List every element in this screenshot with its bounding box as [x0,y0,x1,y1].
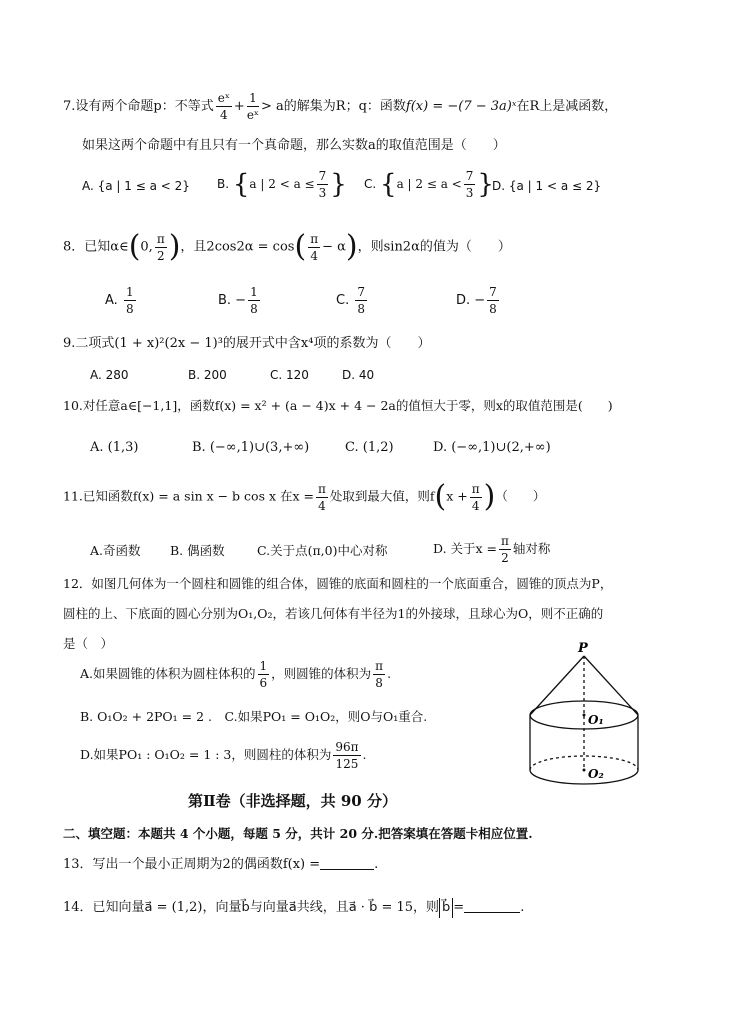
q12-option-a: A.如果圆锥的体积为圆柱体积的 $\frac{1}{6}$ ，则圆锥的体积为 $\frac{\pi}{8}$ . [80,659,392,690]
section2-instructions: 二、填空题：本题共 4 个小题，每题 5 分，共计 20 分.把答案填在答题卡相应位置. [63,826,533,841]
cone-left-edge [530,656,584,715]
q11-stem: 11.已知函数f(x) = a sin x − b cos x 在x = $\frac{\pi}{4}$ 处取到最大值，则f(x + $\frac{\pi}{4}$ )（ ） [63,479,546,514]
q7-option-b: B. {a | 2 < a ≤ $\frac{7}{3}$ } [217,169,347,200]
q8-option-b: B. − $\frac{1}{8}$ [218,285,258,316]
q8-option-d: D. − $\frac{7}{8}$ [456,285,497,316]
section2-title: 第Ⅱ卷（非选择题，共 90 分） [188,792,397,810]
q7-option-a: A. {a | 1 ≤ a < 2} [82,179,190,193]
q8-option-c: C. $\frac{7}{8}$ [336,285,365,316]
q7-func: f(x) = −(7 − 3a)ˣ [405,99,517,114]
q14-abs-b: b⃗ [439,898,453,918]
q7-frac2: $\frac{1}{\text{eˣ}}$ [246,91,260,122]
label-o2: O₂ [588,767,604,781]
q10-option-c: C. (1,2) [345,440,394,455]
q7-frac1: $\frac{\text{eˣ}}{4}$ [217,91,230,122]
q13-answer-blank[interactable] [320,857,374,870]
q13-stem: 13．写出一个最小正周期为2的偶函数f(x) = . [63,857,379,872]
q12-line1: 12．如图几何体为一个圆柱和圆锥的组合体，圆锥的底面和圆柱的一个底面重合，圆锥的顶点为P， [63,576,613,591]
o1-point [583,714,586,717]
label-o1: O₁ [588,713,604,727]
q12-line2: 圆柱的上、下底面的圆心分别为O₁,O₂，若该几何体有半径为1的外接球，且球心为O，则不正确的 [63,606,604,621]
label-p: P [578,641,588,656]
q9-option-b: B. 200 [188,368,227,382]
q7-line2: 如果这两个命题中有且只有一个真命题，那么实数a的取值范围是（ ） [82,138,506,153]
q10-option-d: D. (−∞,1)∪(2,+∞) [433,440,551,455]
q7-option-d: D. {a | 1 < a ≤ 2} [492,179,602,193]
q12-option-d: D.如果PO₁ : O₁O₂ = 1 : 3，则圆柱的体积为 $\frac{96\pi}{125}$ . [80,740,367,771]
q9-stem: 9.二项式(1 + x)²(2x − 1)³的展开式中含x⁴项的系数为（ ） [63,336,431,351]
q14-answer-blank[interactable] [464,900,520,913]
q7-plus: + [233,99,245,114]
q9-option-c: C. 120 [270,368,309,382]
q10-option-a: A. (1,3) [90,440,139,455]
cylinder-bottom-front [530,770,638,784]
q7-option-c: C. {a | 2 ≤ a < $\frac{7}{3}$ } [364,169,494,200]
q9-option-d: D. 40 [342,368,375,382]
q11-option-a: A.奇函数 [90,543,141,558]
q12-line3: 是（ ） [63,636,114,651]
q12-option-bc: B. O₁O₂ + 2PO₁ = 2 . C.如果PO₁ = O₁O₂，则O与O₁重合. [80,709,428,724]
cone-right-edge [584,656,638,715]
q9-option-a: A. 280 [90,368,129,382]
q14-stem: 14．已知向量a⃗ = (1,2)，向量b⃗与向量a⃗共线，且a⃗ · b⃗ = 15，则 b⃗ = . [63,898,524,918]
q11-option-b: B. 偶函数 [170,543,225,558]
q11-option-d: D. 关于x = $\frac{\pi}{2}$ 轴对称 [433,534,551,565]
q11-option-c: C.关于点(π,0)中心对称 [257,543,388,558]
o2-point [583,769,586,772]
q8-stem: 8．已知α∈(0, $\frac{\pi}{2}$ )，且2cos2α = cos( $\frac{\pi}{4}$ − α)，则sin2α的值为（ ） [63,229,511,264]
q7-stem-b: > a的解集为R；q：函数 [261,99,406,114]
q12-figure [520,640,650,790]
q7-stem-c: 在R上是减函数， [516,99,618,114]
q7-line1 [63,92,617,121]
q10-option-b: B. (−∞,1)∪(3,+∞) [192,440,310,455]
q8-option-a: A. $\frac{1}{8}$ [105,285,134,316]
q7-stem-a: 7.设有两个命题p：不等式 [63,99,214,114]
q10-stem: 10.对任意a∈[−1,1]，函数f(x) = x² + (a − 4)x + 4 − 2a的值恒大于零，则x的取值范围是( ) [63,398,613,413]
